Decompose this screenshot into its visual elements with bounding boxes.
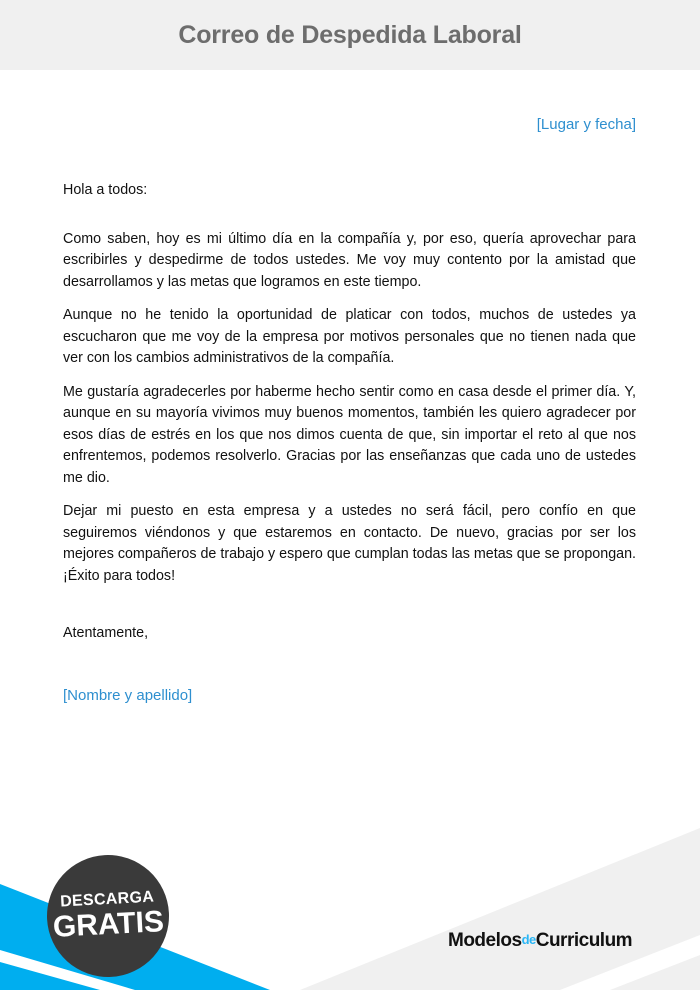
- paragraph: Aunque no he tenido la oportunidad de platicar con todos, muchos de ustedes ya escucharon que me voy de la empresa por motivos personales que no tienen nada que ver con los cambios administrativos de la compañía.: [63, 307, 636, 366]
- greeting: Hola a todos:: [63, 182, 148, 198]
- paragraph: Como saben, hoy es mi último día en la compañía y, por eso, quería aprovechar para escribirles y despedirme de todos ustedes. Me voy muy contento por la amistad que desarrollamos y las metas que logramos en este tiempo.: [63, 230, 636, 290]
- paragraph: Dejar mi puesto en esta empresa y a ustedes no será fácil, pero confío en que seguiremos viéndonos y que estaremos en contacto. De nuevo, gracias por ser los mejores compañeros de trabajo y espero que cumplan todas las metas que se propongan. ¡Éxito para todos!: [63, 503, 637, 584]
- logo: [448, 930, 632, 952]
- paragraph: Me gustaría agradecerles por haberme hecho sentir como en casa desde el primer día. Y, aunque en su mayoría vivimos muy buenos momentos, también les quiero agradecer por esos días de estrés en los que nos dimos cuenta de que, sin importar el reto al que nos enfrentemos, podemos resolverlo. Gracias por las enseñanzas que cada uno de ustedes me dio.: [63, 383, 636, 486]
- badge-line1: DESCARGA: [59, 888, 155, 911]
- page-title: Correo de Despedida Laboral: [178, 20, 522, 49]
- badge-line2: GRATIS: [52, 905, 165, 944]
- place-date: [Lugar y fecha]: [536, 116, 636, 133]
- signature-name: [Nombre y apellido]: [63, 687, 193, 704]
- logo-part1: Modelos: [448, 930, 522, 951]
- closing: Atentamente,: [63, 625, 149, 641]
- logo-part3: Curriculum: [535, 930, 633, 951]
- logo-part2: de: [521, 932, 536, 947]
